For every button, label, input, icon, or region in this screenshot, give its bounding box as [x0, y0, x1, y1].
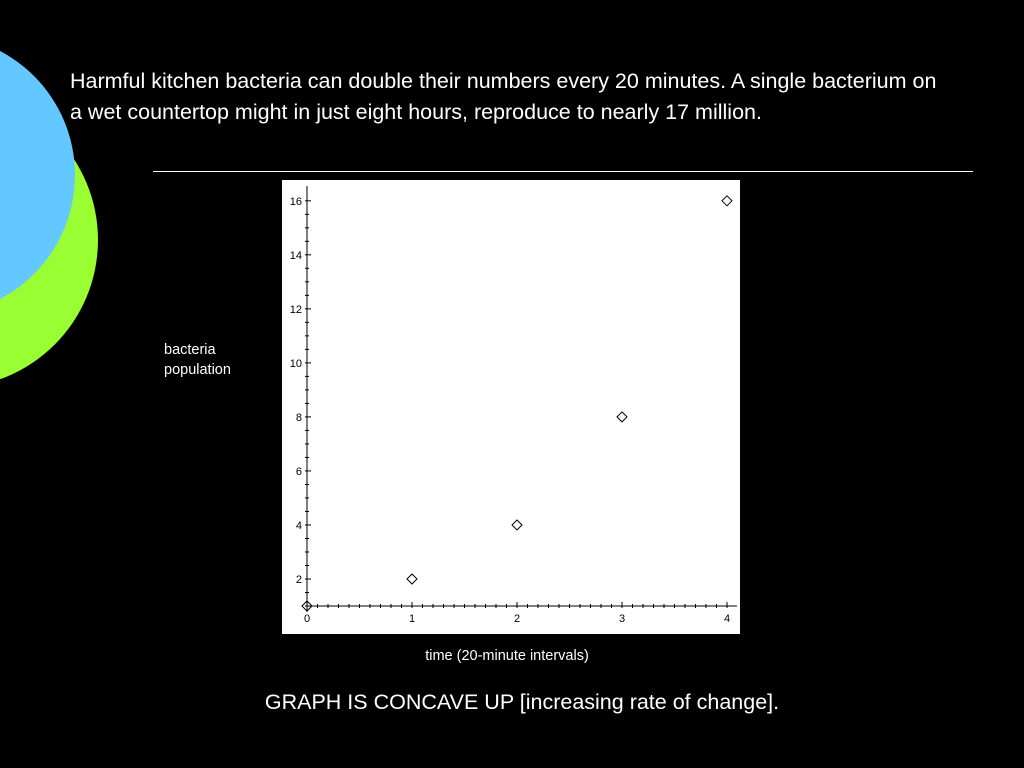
- data-point-diamond: [407, 574, 417, 584]
- data-point-diamond: [617, 412, 627, 422]
- y-tick-label: 16: [289, 195, 302, 208]
- scatter-plot: [282, 180, 740, 634]
- x-axis-label: time (20-minute intervals): [425, 648, 589, 664]
- y-tick-label: 10: [289, 357, 302, 370]
- slide-heading: Harmful kitchen bacteria can double their numbers every 20 minutes. A single bacterium on a wet countertop might in just eight hours, reproduce to nearly 17 million.: [70, 69, 937, 124]
- conclusion-text: GRAPH IS CONCAVE UP [increasing rate of change].: [264, 690, 780, 714]
- divider-line: [153, 171, 973, 172]
- y-tick-label: 4: [295, 519, 302, 532]
- y-tick-label: 6: [295, 465, 302, 478]
- y-axis-label: bacteria population: [164, 342, 231, 378]
- x-tick-label: 3: [618, 613, 626, 625]
- y-tick-label: 14: [289, 249, 302, 262]
- plot-canvas: [282, 180, 740, 634]
- x-tick-label: 4: [723, 613, 731, 625]
- x-tick-label: 2: [513, 613, 521, 625]
- y-tick-label: 2: [295, 573, 302, 586]
- y-tick-label: 12: [289, 303, 302, 316]
- x-tick-label: 1: [408, 613, 416, 625]
- y-tick-label: 8: [295, 411, 302, 424]
- x-tick-label: 0: [303, 613, 311, 625]
- data-point-diamond: [722, 196, 732, 206]
- data-point-diamond: [512, 520, 522, 530]
- decorative-circles: [0, 0, 110, 420]
